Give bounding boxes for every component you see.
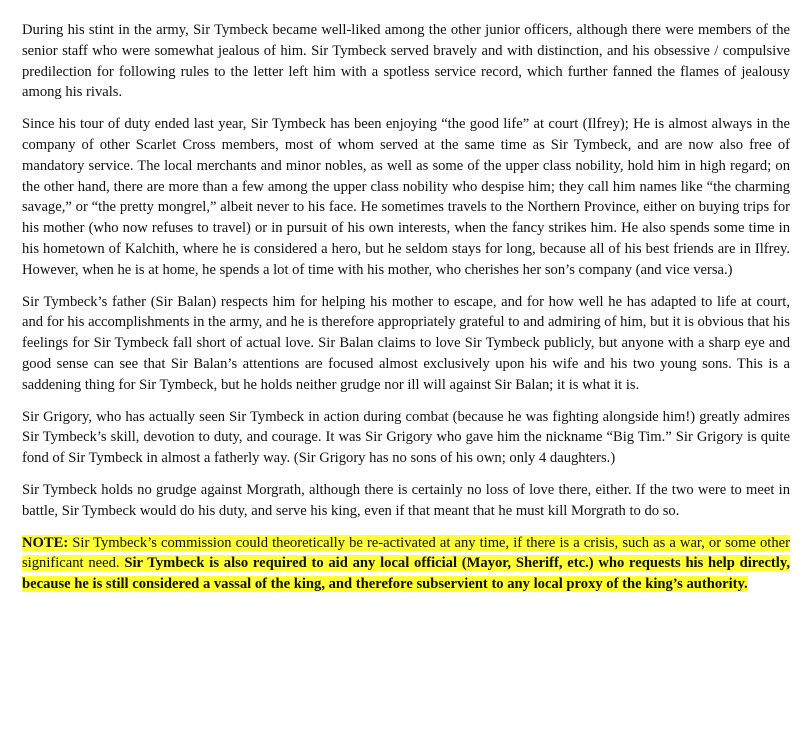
paragraph-army-service: During his stint in the army, Sir Tymbeck became well-liked among the other junior officers, although there were members of the senior staff who were somewhat jealous of him. Sir Tymbeck served bravely and with distinction, and his obsessive / compulsive predilection for following rules to the letter left him with a spotless service record, which further fanned the flames of jealousy among his rivals.: [22, 22, 790, 101]
paragraph-father-sir-balan: Sir Tymbeck’s father (Sir Balan) respects him for helping his mother to escape, and for how well he has adapted to life at court, and for his accomplishments in the army, and he is therefore appropriately grateful to and admiring of him, but it is obvious that his feelings for Sir Tymbeck fall short of actual love. Sir Balan claims to love Sir Tymbeck publicly, but anyone with a sharp eye and good sense can see that Sir Balan’s attentions are focused almost exclusively upon his wife and his two young sons. This is a saddening thing for Sir Tymbeck, but he holds neither grudge nor ill will against Sir Balan; it is what it is.: [22, 293, 790, 393]
document-page: [22, 20, 790, 595]
note-text: Sir Tymbeck’s commission could theoretically be re-activated at any time, if there is a crisis, such as a war, or some other significant need.: [22, 534, 790, 572]
note-paragraph: [22, 533, 790, 595]
note-label: NOTE:: [22, 534, 69, 551]
paragraph-life-at-court: Since his tour of duty ended last year, Sir Tymbeck has been enjoying “the good life” at court (Ilfrey); He is almost always in the company of other Scarlet Cross members, most of whom served at the same time as Sir Tymbeck, and are now also free of mandatory service. The local merchants and minor nobles, as well as some of the upper class nobility, hold him in high regard; on the other hand, there are more than a few among the upper class nobility who despise him; they call him names like “the charming savage,” or “the pretty mongrel,” albeit never to his face. He sometimes travels to the Northern Province, either on buying trips for his mother (who now refuses to travel) or in pursuit of his own interests, when the fancy strikes him. He also spends some time in his hometown of Kalchith, where he is considered a hero, but he seldom stays for long, because all of his best friends are in Ilfrey. However, when he is at home, he spends a lot of time with his mother, who cherishes her son’s company (and vice versa.): [22, 116, 790, 278]
paragraph-sir-grigory: Sir Grigory, who has actually seen Sir Tymbeck in action during combat (because he was fighting alongside him!) greatly admires Sir Tymbeck’s skill, devotion to duty, and courage. It was Sir Grigory who gave him the nickname “Big Tim.” Sir Grigory is quite fond of Sir Tymbeck in almost a fatherly way. (Sir Grigory has no sons of his own; only 4 daughters.): [22, 408, 790, 467]
paragraph-morgrath: Sir Tymbeck holds no grudge against Morgrath, although there is certainly no loss of love there, either. If the two were to meet in battle, Sir Tymbeck would do his duty, and serve his king, even if that meant that he must kill Morgrath to do so.: [22, 481, 790, 519]
note-bold-text: Sir Tymbeck is also required to aid any local official (Mayor, Sheriff, etc.) who requests his help directly, because he is still considered a vassal of the king, and therefore subservient to any local proxy of the king’s authority.: [22, 555, 790, 593]
